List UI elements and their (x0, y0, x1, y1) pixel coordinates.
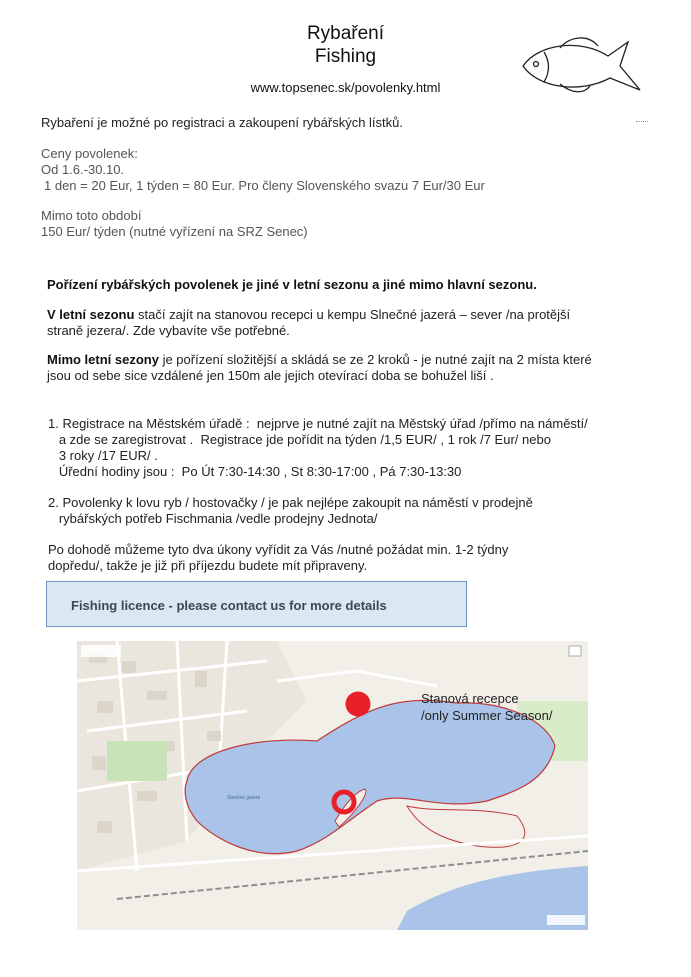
offseason-heading: Mimo toto období (41, 208, 142, 223)
summer-bold: V letní sezonu (47, 307, 135, 322)
summer-line1 (47, 307, 570, 323)
park-area (107, 741, 167, 781)
map-corner-box (81, 645, 121, 657)
prices-line: 1 den = 20 Eur, 1 týden = 80 Eur. Pro členy Slovenského svazu 7 Eur/30 Eur (44, 178, 485, 193)
step-2-line: 2. Povolenky k lovu ryb / hostovačky / je pak nejlépe zakoupit na náměstí v prodejně (48, 495, 533, 510)
summer-line2: straně jezera/. Zde vybavíte vše potřebné. (47, 323, 290, 338)
map-annotation-1: Stanová recepce (421, 691, 519, 706)
dotted-mark (636, 121, 648, 122)
closing-line2: dopředu/, takže je již při příjezdu budete mít připraveny. (48, 558, 368, 573)
step-2-line: rybářských potřeb Fischmania /vedle prodejny Jednota/ (48, 511, 378, 526)
map-annotation-2: /only Summer Season/ (421, 708, 553, 723)
winter-bold: Mimo letní sezony (47, 352, 159, 367)
offseason-line: 150 Eur/ týden (nutné vyřízení na SRZ Senec) (41, 224, 308, 239)
step-1-line: Úřední hodiny jsou : Po Út 7:30-14:30 , St 8:30-17:00 , Pá 7:30-13:30 (48, 464, 462, 479)
step-1-line: 1. Registrace na Městském úřadě : nejprve je nutné zajít na Městský úřad /přímo na náměstí/ (48, 416, 588, 431)
summer-text: stačí zajít na stanovou recepci u kempu Slnečné jazerá – sever /na protější (134, 307, 571, 322)
page-subtitle: Fishing (314, 46, 377, 67)
step-2 (48, 495, 533, 527)
winter-line2: jsou od sebe sice vzdálené jen 150m ale jejich otevírací doba se bohužel liší . (47, 368, 494, 383)
prices-heading: Ceny povolenek: (41, 146, 138, 161)
step-1-line: a zde se zaregistrovat . Registrace jde pořídit na týden /1,5 EUR/ , 1 rok /7 Eur/ nebo (48, 432, 551, 447)
winter-text: je pořízení složitější a skládá se ze 2 kroků - je nutné zajít na 2 místa které (158, 352, 592, 367)
fish-icon (520, 36, 644, 96)
reception-marker (346, 692, 371, 717)
intro-text: Rybaření je možné po registraci a zakoupení rybářských lístků. (41, 115, 404, 130)
lake-label: Sinečné jazerá (227, 795, 261, 801)
map-control (569, 646, 581, 656)
contact-box[interactable]: Fishing licence - please contact us for more details (46, 581, 467, 627)
page-title: Rybaření (306, 23, 385, 44)
winter-line1 (47, 352, 592, 368)
closing-line1: Po dohodě můžeme tyto dva úkony vyřídit za Vás /nutné požádat min. 1-2 týdny (48, 542, 509, 557)
step-1 (48, 416, 588, 480)
location-map[interactable] (77, 641, 588, 930)
summary-text: Pořízení rybářských povolenek je jiné v letní sezonu a jiné mimo hlavní sezonu. (47, 277, 537, 292)
prices-period: Od 1.6.-30.10. (41, 162, 125, 177)
step-1-line: 3 roky /17 EUR/ . (48, 448, 158, 463)
source-url[interactable]: www.topsenec.sk/povolenky.html (250, 80, 441, 95)
map-attribution (547, 915, 585, 925)
